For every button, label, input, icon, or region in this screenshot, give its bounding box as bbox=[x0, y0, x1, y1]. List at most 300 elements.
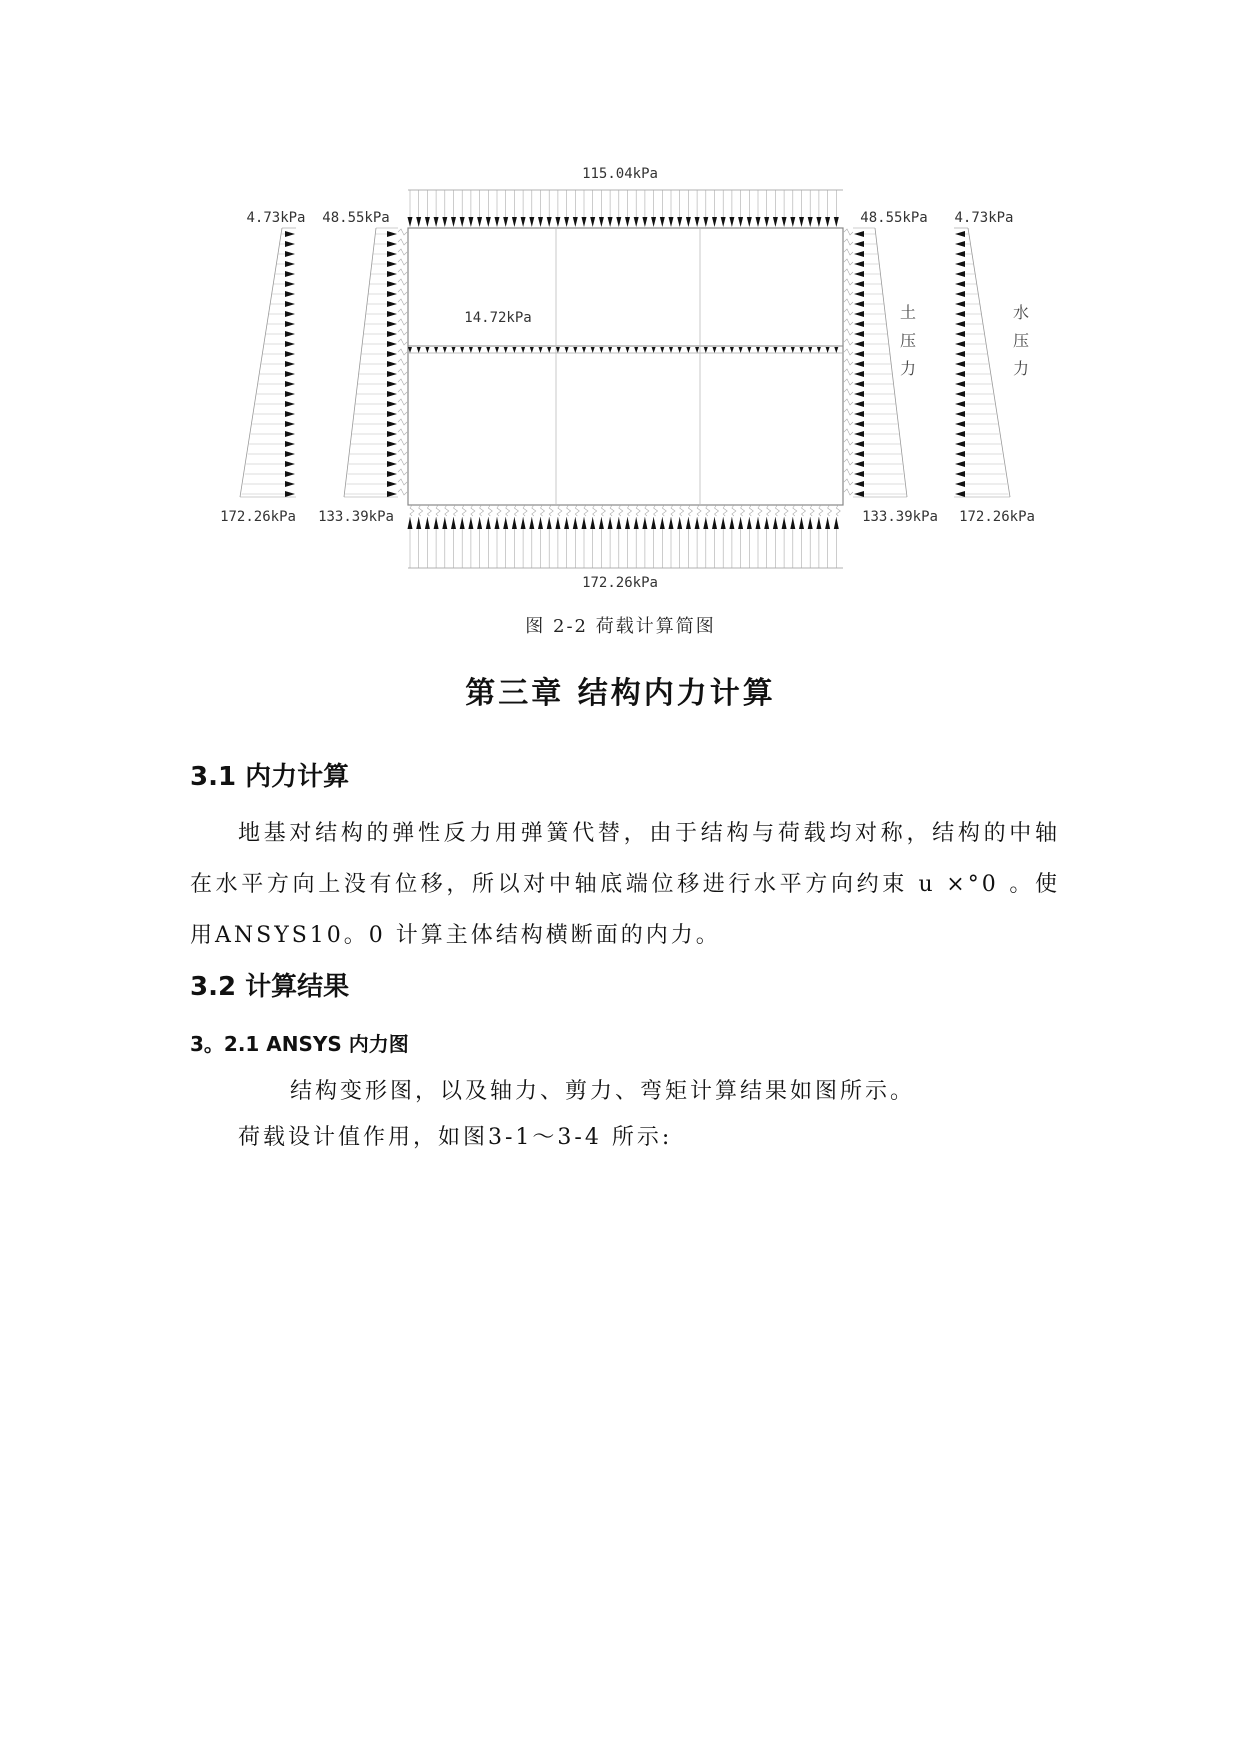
left-spring bbox=[398, 339, 407, 345]
soil-right-arrow bbox=[854, 441, 864, 447]
bottom-spring bbox=[688, 505, 692, 516]
bottom-load-arrow bbox=[425, 517, 430, 529]
bottom-load-arrow bbox=[669, 517, 674, 529]
top-load-arrow bbox=[616, 217, 621, 227]
top-load-arrow bbox=[695, 217, 700, 227]
top-load-arrow bbox=[634, 217, 639, 227]
mid-load-arrow bbox=[660, 347, 664, 353]
mid-load-arrow bbox=[452, 347, 456, 353]
bottom-load-arrow bbox=[547, 517, 552, 529]
bottom-spring bbox=[671, 505, 675, 516]
water-right-arrow bbox=[955, 331, 965, 337]
water-right-arrow bbox=[955, 361, 965, 367]
mid-load-arrow bbox=[599, 347, 603, 353]
soil-left-arrow bbox=[387, 421, 397, 427]
mid-load-arrow bbox=[434, 347, 438, 353]
top-load-arrow bbox=[773, 217, 778, 227]
top-load-arrow bbox=[825, 217, 830, 227]
bottom-load-arrow bbox=[729, 517, 734, 529]
soil-left-arrow bbox=[387, 481, 397, 487]
mid-load-arrow bbox=[539, 347, 543, 353]
bottom-load-arrow bbox=[790, 517, 795, 529]
water-right-arrow bbox=[955, 241, 965, 247]
top-load-arrow bbox=[582, 217, 587, 227]
left-spring bbox=[398, 469, 407, 475]
right-spring bbox=[844, 479, 853, 485]
top-load-arrow bbox=[747, 217, 752, 227]
soil-left-arrow bbox=[387, 451, 397, 457]
mid-load-arrow bbox=[652, 347, 656, 353]
right-spring bbox=[844, 239, 853, 245]
bottom-spring bbox=[619, 505, 623, 516]
mid-load-arrow bbox=[565, 347, 569, 353]
water-right-arrow bbox=[955, 301, 965, 307]
bottom-load-arrow bbox=[625, 517, 630, 529]
mid-load-arrow bbox=[808, 347, 812, 353]
soil-right-arrow bbox=[854, 241, 864, 247]
right-spring bbox=[844, 349, 853, 355]
figure-caption: 图 2-2 荷载计算简图 bbox=[525, 616, 716, 637]
top-load-arrow bbox=[547, 217, 552, 227]
right-spring bbox=[844, 379, 853, 385]
water-right-arrow bbox=[955, 461, 965, 467]
right-spring bbox=[844, 299, 853, 305]
soil-bottom-right-label: 133.39kPa bbox=[862, 509, 938, 525]
water-left-arrow bbox=[285, 261, 295, 267]
bottom-spring bbox=[645, 505, 649, 516]
right-spring bbox=[844, 279, 853, 285]
bottom-load-arrow bbox=[834, 517, 839, 529]
right-spring bbox=[844, 339, 853, 345]
soil-left-arrow bbox=[387, 491, 397, 497]
soil-right-arrow bbox=[854, 461, 864, 467]
bottom-spring bbox=[610, 505, 614, 516]
water-right-arrow bbox=[955, 451, 965, 457]
left-spring bbox=[398, 299, 407, 305]
bottom-load-arrow bbox=[486, 517, 491, 529]
soil-left-arrow bbox=[387, 231, 397, 237]
section-3-1-paragraph bbox=[190, 808, 1060, 961]
water-left-arrow bbox=[285, 231, 295, 237]
soil-left-arrow bbox=[387, 381, 397, 387]
water-bottom-left-label: 172.26kPa bbox=[220, 509, 296, 525]
bottom-spring bbox=[523, 505, 527, 516]
svg-text:力: 力 bbox=[1012, 359, 1030, 378]
left-spring bbox=[398, 289, 407, 295]
left-spring bbox=[398, 419, 407, 425]
mid-load-arrow bbox=[634, 347, 638, 353]
mid-load-arrow bbox=[730, 347, 734, 353]
mid-load-arrow bbox=[469, 347, 473, 353]
bottom-load-arrow bbox=[434, 517, 439, 529]
water-left-arrow bbox=[285, 321, 295, 327]
left-spring bbox=[398, 359, 407, 365]
water-pressure-label bbox=[1013, 303, 1029, 378]
soil-left-arrow bbox=[387, 401, 397, 407]
water-left-arrow bbox=[285, 411, 295, 417]
mid-load-arrow bbox=[486, 347, 490, 353]
mid-load-arrow bbox=[443, 347, 447, 353]
soil-right-arrow bbox=[854, 381, 864, 387]
soil-right-arrow bbox=[854, 361, 864, 367]
bottom-spring bbox=[697, 505, 701, 516]
mid-load-arrow bbox=[547, 347, 551, 353]
soil-left-arrow bbox=[387, 461, 397, 467]
soil-left-arrow bbox=[387, 331, 397, 337]
top-load-arrow bbox=[460, 217, 465, 227]
mid-load-arrow bbox=[817, 347, 821, 353]
water-left-arrow bbox=[285, 301, 295, 307]
bottom-spring bbox=[810, 505, 814, 516]
soil-right-arrow bbox=[854, 311, 864, 317]
top-load-arrow bbox=[538, 217, 543, 227]
bottom-spring bbox=[471, 505, 475, 516]
bottom-load-arrow bbox=[582, 517, 587, 529]
bottom-spring bbox=[767, 505, 771, 516]
mid-load-arrow bbox=[608, 347, 612, 353]
top-load-arrow bbox=[677, 217, 682, 227]
top-load-arrow bbox=[512, 217, 517, 227]
frame-outline bbox=[408, 228, 843, 505]
mid-load-arrow bbox=[556, 347, 560, 353]
top-load-arrow bbox=[756, 217, 761, 227]
mid-load-arrow bbox=[704, 347, 708, 353]
water-right-arrow bbox=[955, 261, 965, 267]
water-right-arrow bbox=[955, 411, 965, 417]
top-load-arrow bbox=[573, 217, 578, 227]
top-load-arrow bbox=[451, 217, 456, 227]
top-load-arrow bbox=[651, 217, 656, 227]
bottom-spring bbox=[749, 505, 753, 516]
mid-load-arrow bbox=[417, 347, 421, 353]
soil-top-left-label: 48.55kPa bbox=[322, 210, 390, 226]
water-bottom-right-label: 172.26kPa bbox=[959, 509, 1035, 525]
mid-load-arrow bbox=[591, 347, 595, 353]
water-right-arrow bbox=[955, 371, 965, 377]
bottom-spring bbox=[601, 505, 605, 516]
section-3-2-heading: 3.2 计算结果 bbox=[190, 972, 350, 1002]
left-spring bbox=[398, 489, 407, 495]
top-load-arrow bbox=[495, 217, 500, 227]
soil-right-arrow bbox=[854, 491, 864, 497]
top-load-arrow bbox=[799, 217, 804, 227]
mid-load-arrow bbox=[460, 347, 464, 353]
top-load-arrow bbox=[782, 217, 787, 227]
left-spring bbox=[398, 439, 407, 445]
soil-right-arrow bbox=[854, 451, 864, 457]
mid-load-arrow bbox=[425, 347, 429, 353]
bottom-load-arrow bbox=[512, 517, 517, 529]
top-load-arrow bbox=[625, 217, 630, 227]
soil-right-arrow bbox=[854, 421, 864, 427]
water-left-arrow bbox=[285, 331, 295, 337]
bottom-load-arrow bbox=[416, 517, 421, 529]
bottom-spring bbox=[836, 505, 840, 516]
mid-load-arrow bbox=[756, 347, 760, 353]
water-right-arrow bbox=[955, 421, 965, 427]
bottom-load-label: 172.26kPa bbox=[582, 575, 658, 591]
mid-load-arrow bbox=[782, 347, 786, 353]
water-left-arrow bbox=[285, 311, 295, 317]
bottom-spring bbox=[593, 505, 597, 516]
top-load-arrow bbox=[486, 217, 491, 227]
bottom-load-arrow bbox=[599, 517, 604, 529]
top-load-arrow bbox=[521, 217, 526, 227]
soil-left-arrow bbox=[387, 251, 397, 257]
bottom-spring bbox=[662, 505, 666, 516]
bottom-load-arrow bbox=[608, 517, 613, 529]
top-load-arrow bbox=[608, 217, 613, 227]
soil-left-arrow bbox=[387, 311, 397, 317]
bottom-spring bbox=[654, 505, 658, 516]
top-load-arrow bbox=[660, 217, 665, 227]
chapter-title: 第三章 结构内力计算 bbox=[465, 676, 776, 711]
bottom-spring bbox=[775, 505, 779, 516]
bottom-load-arrow bbox=[451, 517, 456, 529]
top-load-arrow bbox=[408, 217, 413, 227]
water-right-arrow bbox=[955, 231, 965, 237]
bottom-load-arrow bbox=[738, 517, 743, 529]
water-right-arrow bbox=[955, 401, 965, 407]
soil-left-arrow bbox=[387, 391, 397, 397]
mid-load-arrow bbox=[521, 347, 525, 353]
bottom-load-arrow bbox=[642, 517, 647, 529]
top-load-arrow bbox=[686, 217, 691, 227]
soil-left-arrow bbox=[387, 321, 397, 327]
right-spring bbox=[844, 459, 853, 465]
structure-frame bbox=[408, 228, 843, 505]
water-right-arrow bbox=[955, 431, 965, 437]
top-load-arrow bbox=[669, 217, 674, 227]
water-left-arrow bbox=[285, 491, 295, 497]
water-top-right-label: 4.73kPa bbox=[954, 210, 1014, 226]
bottom-spring bbox=[436, 505, 440, 516]
top-load-arrow bbox=[590, 217, 595, 227]
svg-text:水: 水 bbox=[1012, 303, 1030, 322]
top-load-arrow bbox=[477, 217, 482, 227]
soil-right-arrow bbox=[854, 401, 864, 407]
bottom-load-arrow bbox=[660, 517, 665, 529]
top-load-arrow bbox=[503, 217, 508, 227]
left-spring bbox=[398, 399, 407, 405]
bottom-spring bbox=[454, 505, 458, 516]
water-right-arrow bbox=[955, 251, 965, 257]
top-load-arrow bbox=[721, 217, 726, 227]
soil-left-arrow bbox=[387, 261, 397, 267]
water-left-arrow bbox=[285, 281, 295, 287]
right-spring bbox=[844, 449, 853, 455]
bottom-load-arrow bbox=[816, 517, 821, 529]
bottom-load-arrow bbox=[773, 517, 778, 529]
bottom-spring bbox=[802, 505, 806, 516]
top-load-arrow bbox=[703, 217, 708, 227]
top-load-arrow bbox=[555, 217, 560, 227]
water-left-arrow bbox=[285, 371, 295, 377]
bottom-load-arrow bbox=[564, 517, 569, 529]
mid-load-arrow bbox=[747, 347, 751, 353]
bottom-load-arrow bbox=[677, 517, 682, 529]
mid-load-arrow bbox=[626, 347, 630, 353]
svg-text:土: 土 bbox=[899, 303, 917, 322]
top-load-arrow bbox=[434, 217, 439, 227]
water-right-arrow bbox=[955, 381, 965, 387]
water-left-arrow bbox=[285, 441, 295, 447]
left-spring bbox=[398, 409, 407, 415]
soil-left-arrow bbox=[387, 291, 397, 297]
right-spring bbox=[844, 359, 853, 365]
mid-load-arrow bbox=[765, 347, 769, 353]
mid-load-arrow bbox=[530, 347, 534, 353]
top-load-arrow bbox=[808, 217, 813, 227]
soil-left-arrow bbox=[387, 361, 397, 367]
bottom-spring bbox=[584, 505, 588, 516]
left-spring bbox=[398, 369, 407, 375]
mid-load-arrow bbox=[573, 347, 577, 353]
bottom-spring bbox=[480, 505, 484, 516]
right-spring bbox=[844, 389, 853, 395]
bottom-load-arrow bbox=[695, 517, 700, 529]
water-left-arrow bbox=[285, 361, 295, 367]
water-right-arrow bbox=[955, 291, 965, 297]
bottom-spring bbox=[427, 505, 431, 516]
mid-load-arrow bbox=[721, 347, 725, 353]
soil-right-arrow bbox=[854, 351, 864, 357]
bottom-load-arrow bbox=[616, 517, 621, 529]
bottom-spring bbox=[506, 505, 510, 516]
bottom-spring bbox=[541, 505, 545, 516]
left-spring bbox=[398, 429, 407, 435]
mid-load-arrow bbox=[834, 347, 838, 353]
bottom-spring bbox=[758, 505, 762, 516]
top-load-arrow bbox=[816, 217, 821, 227]
bottom-spring bbox=[628, 505, 632, 516]
soil-right-arrow bbox=[854, 411, 864, 417]
bottom-spring bbox=[419, 505, 423, 516]
left-spring bbox=[398, 459, 407, 465]
bottom-spring bbox=[558, 505, 562, 516]
top-load-arrow bbox=[468, 217, 473, 227]
bottom-load-arrow bbox=[747, 517, 752, 529]
svg-text:压: 压 bbox=[1012, 331, 1030, 350]
bottom-spring bbox=[793, 505, 797, 516]
right-spring bbox=[844, 329, 853, 335]
bottom-load-arrow bbox=[529, 517, 534, 529]
left-spring bbox=[398, 229, 407, 235]
right-spring bbox=[844, 489, 853, 495]
bottom-spring bbox=[462, 505, 466, 516]
water-right-arrow bbox=[955, 311, 965, 317]
bottom-load-arrow bbox=[721, 517, 726, 529]
mid-load-arrow bbox=[617, 347, 621, 353]
bottom-load-arrow bbox=[442, 517, 447, 529]
top-load-arrow bbox=[416, 217, 421, 227]
left-spring bbox=[398, 239, 407, 245]
soil-left-arrow bbox=[387, 341, 397, 347]
load-calculation-diagram bbox=[0, 0, 1241, 600]
left-spring bbox=[398, 319, 407, 325]
soil-right-arrow bbox=[854, 321, 864, 327]
bottom-load-arrow bbox=[538, 517, 543, 529]
paragraph-text: 地基对结构的弹性反力用弹簧代替，由于结构与荷载均对称，结构的中轴在水平方向上没有位移，所以对中轴底端位移进行水平方向约束 u ×°0 。使用ANSYS10。0 计算主体结构横断面的内力。 bbox=[190, 821, 1060, 948]
soil-right-arrow bbox=[854, 371, 864, 377]
right-spring bbox=[844, 269, 853, 275]
soil-left-arrow bbox=[387, 371, 397, 377]
mid-load-arrow bbox=[504, 347, 508, 353]
left-spring bbox=[398, 349, 407, 355]
right-spring bbox=[844, 369, 853, 375]
bottom-spring bbox=[723, 505, 727, 516]
water-left-arrow bbox=[285, 291, 295, 297]
bottom-spring bbox=[715, 505, 719, 516]
bottom-load-arrow bbox=[808, 517, 813, 529]
right-spring bbox=[844, 259, 853, 265]
bottom-spring bbox=[741, 505, 745, 516]
bottom-spring bbox=[784, 505, 788, 516]
water-left-arrow bbox=[285, 451, 295, 457]
right-spring bbox=[844, 469, 853, 475]
figure-reference: 荷载设计值作用，如图3-1～3-4 所示: bbox=[238, 1125, 673, 1150]
water-left-arrow bbox=[285, 381, 295, 387]
water-right-arrow bbox=[955, 271, 965, 277]
bottom-spring bbox=[514, 505, 518, 516]
bottom-load-arrow bbox=[477, 517, 482, 529]
mid-load-arrow bbox=[686, 347, 690, 353]
soil-right-arrow bbox=[854, 291, 864, 297]
top-load-arrow bbox=[729, 217, 734, 227]
right-spring bbox=[844, 399, 853, 405]
water-right-arrow bbox=[955, 341, 965, 347]
bottom-load-arrow bbox=[764, 517, 769, 529]
soil-right-arrow bbox=[854, 471, 864, 477]
mid-load-arrow bbox=[643, 347, 647, 353]
bottom-spring bbox=[410, 505, 414, 516]
right-spring bbox=[844, 319, 853, 325]
bottom-spring bbox=[636, 505, 640, 516]
bottom-load-arrow bbox=[703, 517, 708, 529]
svg-text:力: 力 bbox=[899, 359, 917, 378]
soil-left-arrow bbox=[387, 471, 397, 477]
right-spring bbox=[844, 249, 853, 255]
bottom-load-arrow bbox=[468, 517, 473, 529]
bottom-load-arrow bbox=[782, 517, 787, 529]
bottom-load-arrow bbox=[651, 517, 656, 529]
left-spring bbox=[398, 309, 407, 315]
mid-load-arrow bbox=[478, 347, 482, 353]
bottom-load-arrow bbox=[634, 517, 639, 529]
water-left-arrow bbox=[285, 351, 295, 357]
bottom-spring bbox=[706, 505, 710, 516]
water-left-arrow bbox=[285, 471, 295, 477]
top-load-arrow bbox=[425, 217, 430, 227]
water-left-arrow bbox=[285, 391, 295, 397]
bottom-load-arrow bbox=[555, 517, 560, 529]
water-left-arrow bbox=[285, 271, 295, 277]
top-load-arrow bbox=[564, 217, 569, 227]
soil-left-arrow bbox=[387, 351, 397, 357]
svg-text:压: 压 bbox=[899, 331, 917, 350]
soil-left-arrow bbox=[387, 281, 397, 287]
top-load-arrow bbox=[764, 217, 769, 227]
soil-right-arrow bbox=[854, 431, 864, 437]
soil-bottom-left-label: 133.39kPa bbox=[318, 509, 394, 525]
water-left-arrow bbox=[285, 251, 295, 257]
soil-right-arrow bbox=[854, 261, 864, 267]
water-right-arrow bbox=[955, 441, 965, 447]
water-left-arrow bbox=[285, 401, 295, 407]
bottom-load-arrow bbox=[799, 517, 804, 529]
water-left-arrow bbox=[285, 461, 295, 467]
mid-load-arrow bbox=[582, 347, 586, 353]
